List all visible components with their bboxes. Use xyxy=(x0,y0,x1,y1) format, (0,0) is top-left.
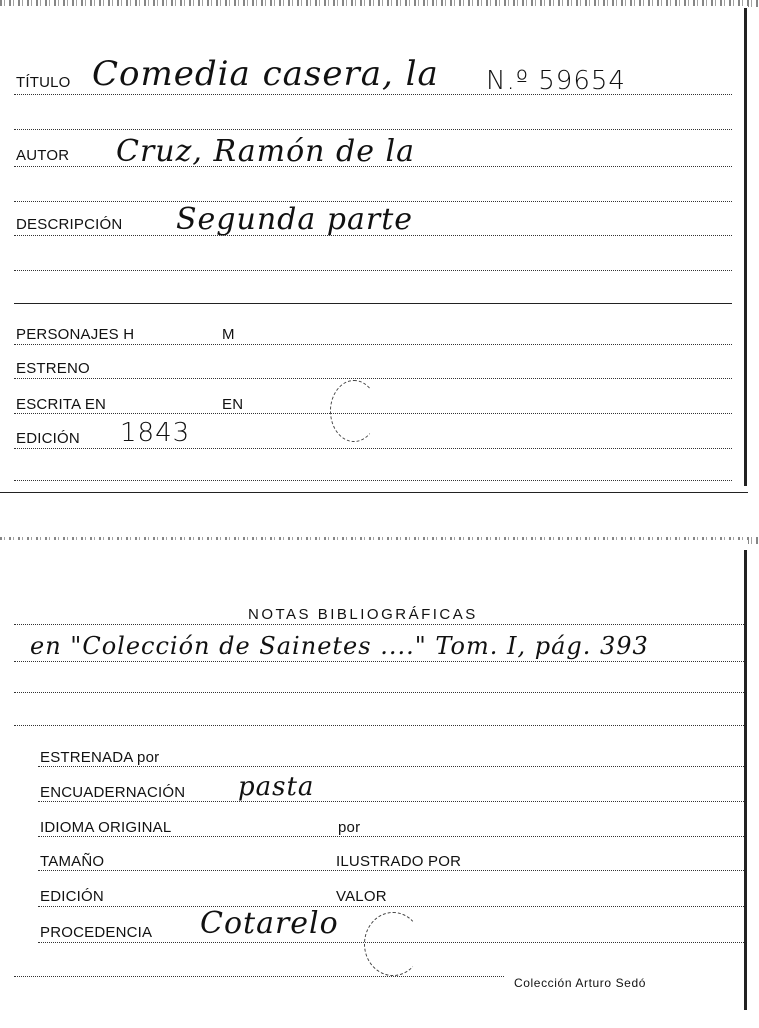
autor-label: AUTOR xyxy=(16,147,70,164)
personajes-label: PERSONAJES H xyxy=(16,326,135,343)
ilustrado-label: ILUSTRADO POR xyxy=(336,853,462,870)
autor-rule xyxy=(14,166,732,167)
titulo-value: Comedia casera, la xyxy=(92,54,439,94)
stamp-mark xyxy=(330,380,378,442)
edicion-rule xyxy=(14,448,732,449)
card-bottom-edge xyxy=(0,492,748,493)
autor-value: Cruz, Ramón de la xyxy=(116,134,415,169)
descripcion-value: Segunda parte xyxy=(176,202,414,237)
titulo-rule xyxy=(14,94,732,95)
tamano-rule xyxy=(38,870,744,871)
edicion-label: EDICIÓN xyxy=(16,430,80,447)
catalog-card-back xyxy=(0,540,748,1018)
collection-footer: Colección Arturo Sedó xyxy=(514,976,647,990)
encuadernacion-label: ENCUADERNACIÓN xyxy=(40,784,186,801)
stamp-mark-2 xyxy=(364,912,422,976)
reference-number: N.º 59654 xyxy=(486,66,626,96)
por-label: por xyxy=(338,819,361,836)
card-right-border-2 xyxy=(744,550,747,1010)
blank-rule-7 xyxy=(14,976,504,977)
blank-rule-1 xyxy=(14,129,732,130)
encuadernacion-rule xyxy=(38,801,744,802)
blank-rule-4 xyxy=(14,480,732,481)
heading-rule xyxy=(14,624,744,625)
catalog-card-front xyxy=(0,6,748,492)
idioma-label: IDIOMA ORIGINAL xyxy=(40,819,172,836)
en-label: EN xyxy=(222,396,244,413)
blank-rule-6 xyxy=(14,725,744,726)
blank-rule-5 xyxy=(14,692,744,693)
encuadernacion-value: pasta xyxy=(238,772,315,802)
idioma-rule xyxy=(38,836,744,837)
notas-rule xyxy=(14,661,744,662)
valor-label: VALOR xyxy=(336,888,387,905)
procedencia-value: Cotarelo xyxy=(200,906,339,941)
descripcion-rule xyxy=(14,235,732,236)
edicion-value: 1843 xyxy=(120,418,191,448)
procedencia-label: PROCEDENCIA xyxy=(40,924,153,941)
personajes-rule xyxy=(14,344,732,345)
m-label: M xyxy=(222,326,235,343)
estreno-rule xyxy=(14,378,732,379)
notas-heading: NOTAS BIBLIOGRÁFICAS xyxy=(248,606,478,623)
estreno-label: ESTRENO xyxy=(16,360,90,377)
edicion-label-2: EDICIÓN xyxy=(40,888,104,905)
estrenada-label: ESTRENADA por xyxy=(40,749,160,766)
section-divider xyxy=(14,303,732,304)
titulo-label: TÍTULO xyxy=(16,74,71,91)
descripcion-label: DESCRIPCIÓN xyxy=(16,216,123,233)
notas-value: en "Colección de Sainetes ...." Tom. I, pág. 393 xyxy=(30,632,649,660)
tamano-label: TAMAÑO xyxy=(40,853,105,870)
escrita-label: ESCRITA EN xyxy=(16,396,107,413)
blank-rule-3 xyxy=(14,270,732,271)
edicion-rule-2 xyxy=(38,906,744,907)
estrenada-rule xyxy=(38,766,744,767)
card-right-border xyxy=(744,8,747,486)
